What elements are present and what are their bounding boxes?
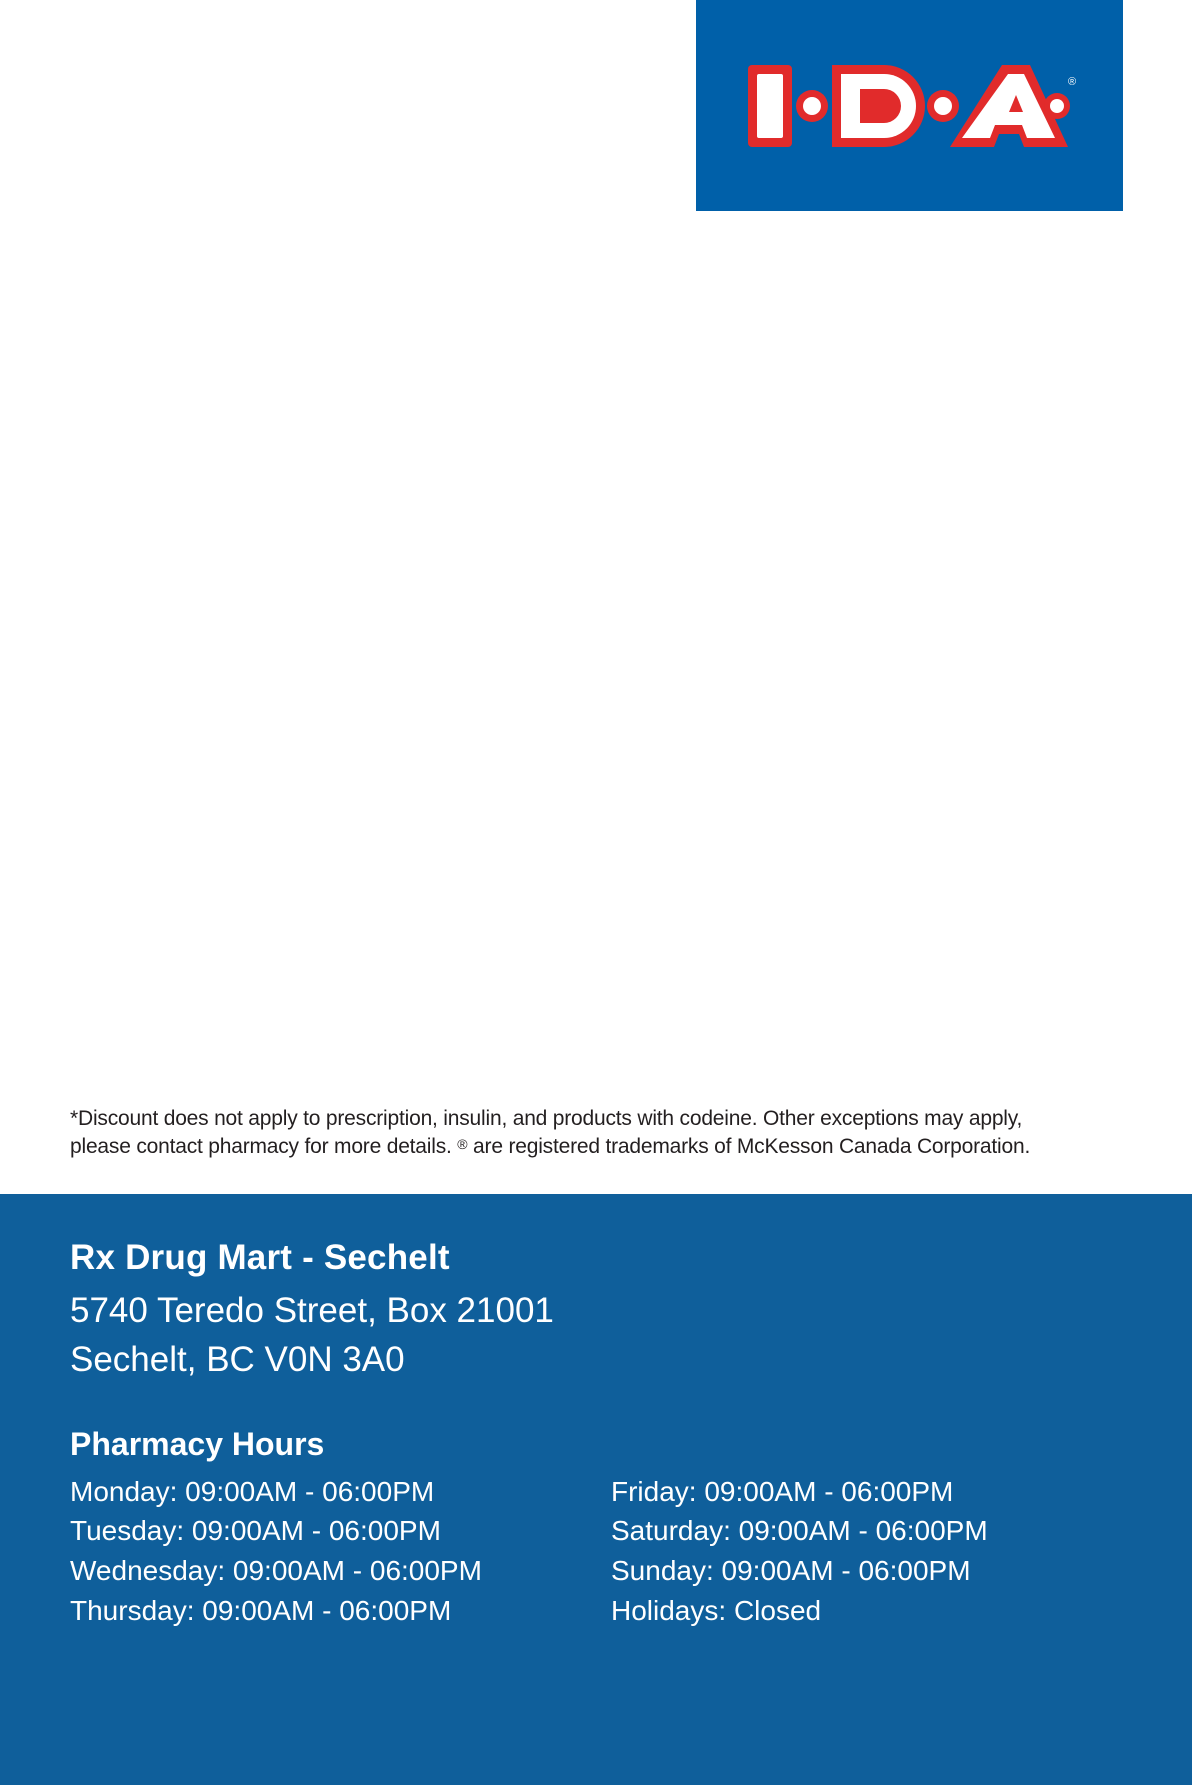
brand-logo-block <box>696 0 1123 211</box>
disclaimer-text <box>70 1105 1170 1160</box>
ida-logo-icon <box>740 51 1080 161</box>
registered-mark: ® <box>1067 75 1076 88</box>
registered-mark-glyph: ® <box>457 1135 468 1152</box>
pharmacy-hours-heading: Pharmacy Hours <box>70 1426 325 1463</box>
pharmacy-hours-grid <box>70 1472 1152 1631</box>
hours-row: Holidays: Closed <box>611 1594 822 1626</box>
hours-row: Saturday: 09:00AM - 06:00PM <box>611 1515 988 1547</box>
store-address-line-2: Sechelt, BC V0N 3A0 <box>70 1340 405 1380</box>
hours-row: Monday: 09:00AM - 06:00PM <box>70 1475 435 1507</box>
disclaimer-line-2-prefix: please contact pharmacy for more details. <box>70 1134 458 1158</box>
store-info-panel <box>0 1194 1192 1785</box>
hours-row: Sunday: 09:00AM - 06:00PM <box>611 1555 971 1587</box>
hours-row: Tuesday: 09:00AM - 06:00PM <box>70 1515 441 1547</box>
hours-row: Wednesday: 09:00AM - 06:00PM <box>70 1555 482 1587</box>
pharmacy-hours-column-right <box>611 1472 1152 1631</box>
store-address-line-1: 5740 Teredo Street, Box 21001 <box>70 1290 554 1330</box>
disclaimer-line-2-suffix: are registered trademarks of McKesson Canada Corporation. <box>467 1134 1031 1158</box>
hours-row: Friday: 09:00AM - 06:00PM <box>611 1475 954 1507</box>
hours-row: Thursday: 09:00AM - 06:00PM <box>70 1594 452 1626</box>
disclaimer-line-2 <box>70 1133 1170 1161</box>
pharmacy-hours-column-left <box>70 1472 611 1631</box>
store-name: Rx Drug Mart - Sechelt <box>70 1238 450 1277</box>
store-info-content <box>70 1236 1152 1631</box>
disclaimer-line-1: *Discount does not apply to prescription, insulin, and products with codeine. Other exceptions may apply, <box>70 1107 1023 1130</box>
